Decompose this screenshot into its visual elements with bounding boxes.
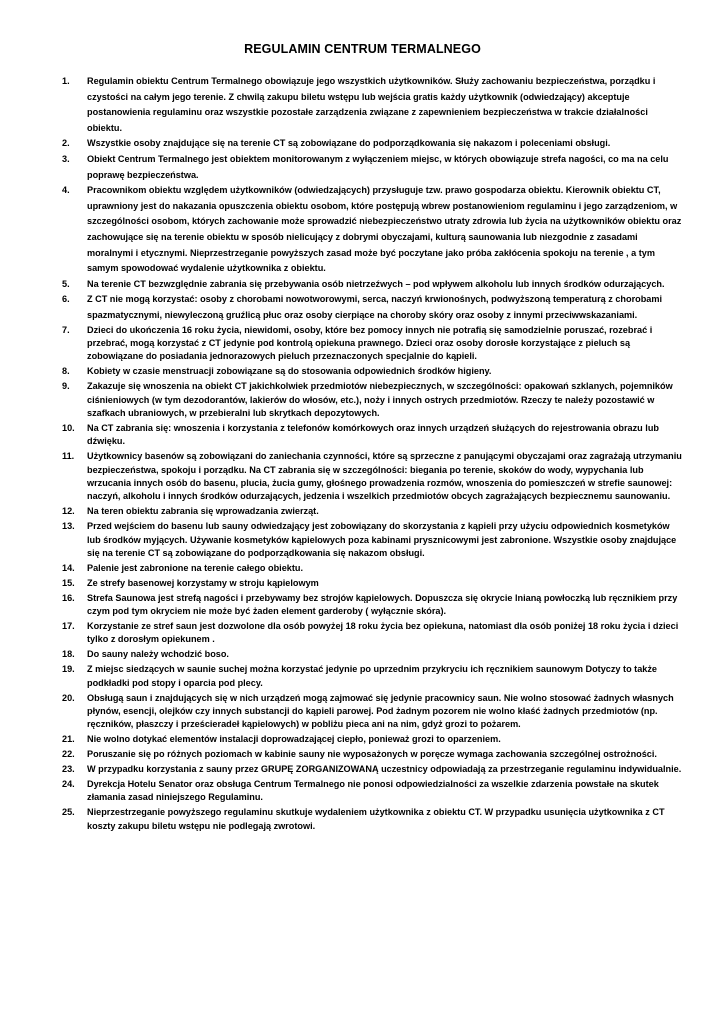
rule-text: Kobiety w czasie menstruacji zobowiązane są do stosowania odpowiednich środków higieny. [87,366,492,377]
rule-number: 7. [62,324,70,335]
rule-number: 4. [62,185,70,196]
rule-item [62,520,682,560]
rule-text: Palenie jest zabronione na terenie całego obiektu. [87,562,304,573]
rule-item [62,663,682,690]
rule-text: Z CT nie mogą korzystać: osoby z chorobami nowotworowymi, serca, naczyń krwionośnych, podwyższoną temperaturą z chorobami spazmatycznymi, niewyleczoną gruźlicą płuc oraz osoby cierpiące na choroby skóry oraz osoby z innymi przeciwwskazaniami. [87,294,662,320]
rule-number: 1. [62,76,70,86]
rule-item [62,592,682,619]
rules-list [62,74,682,833]
rule-number: 23. [62,764,75,775]
rule-text: Poruszanie się po różnych poziomach w kabinie sauny nie wyposażonych w poręcze wymaga zachowania szczególnej ostrożności. [87,749,657,760]
rule-text: Przed wejściem do basenu lub sauny odwiedzający jest zobowiązany do skorzystania z kąpieli przy użyciu odpowiednich kosmetyków lub środków myjących. Używanie kosmetyków kąpielowych poza kabinami prysznicowymi jest zabronione. Wszystkie osoby znajdujące się na terenie CT są zobowiązane do podporządkowania się nakazom obsługi. [87,521,677,558]
rule-text: Do sauny należy wchodzić boso. [87,649,229,660]
rule-number: 14. [62,562,75,573]
rule-text: Dyrekcja Hotelu Senator oraz obsługa Centrum Termalnego nie ponosi odpowiedzialności za wszelkie zdarzenia powstałe na skutek złamania zasad niniejszego Regulaminu. [87,779,659,803]
rule-text: Obsługą saun i znajdujących się w nich urządzeń mogą zajmować się jedynie pracownicy saun. Nie wolno stosować żadnych własnych płynów, esencji, olejków czy innych substancji do kąpieli parowej. Pod żadnym pozorem nie wolno kłaść żadnych przedmiotów (np. ręczników, płaszczy i prześcieradeł kąpielowych) w pobliżu pieca ani na nim, gdyż grozi to pożarem. [87,692,674,730]
rule-text: Zakazuje się wnoszenia na obiekt CT jakichkolwiek przedmiotów niebezpiecznych, w szczególności: opakowań szklanych, pojemników ciśnieniowych (w tym dezodorantów, lakierów do włosów, etc.), noży i innych ostrych przedmiotów. Rzeczy te należy pozostawić w szafkach ubraniowych, w przebieralni lub skrytkach depozytowych. [87,381,673,418]
rule-text: Regulamin obiektu Centrum Termalnego obowiązuje jego wszystkich użytkowników. Służy zachowaniu bezpieczeństwa, porządku i czystości na całym jego terenie. Z chwilą zakupu biletu wstępu lub wejścia gratis każdy użytkownik (odwiedzający) akceptuje postanowienia regulaminu oraz wszystkie pozostałe zarządzenia związane z zapewnieniem bezpieczeństwa w trakcie działalności obiektu. [87,76,656,133]
rule-item [62,380,682,420]
rule-number: 5. [62,278,70,289]
rule-item [62,183,682,277]
rule-item [62,620,682,647]
rule-text: Obiekt Centrum Termalnego jest obiektem monitorowanym z wyłączeniem miejsc, w których obowiązuje strefa nagości, co ma na celu poprawę bezpieczeństwa. [87,153,669,180]
rule-number: 2. [62,138,70,149]
rule-item [62,763,682,776]
rule-number: 18. [62,649,75,660]
rule-item [62,806,682,833]
rule-text: Na teren obiektu zabrania się wprowadzania zwierząt. [87,506,319,517]
rule-text: Strefa Saunowa jest strefą nagości i przebywamy bez strojów kąpielowych. Dopuszcza się okrycie lnianą powłoczką lub ręcznikiem przy czym pod tym okryciem nie może być żaden element garderoby ( wyłącznie skóra). [87,592,678,617]
rule-item [62,422,682,449]
rule-number: 16. [62,592,75,603]
rule-item [62,74,682,136]
rule-number: 24. [62,779,75,789]
rule-number: 13. [62,521,75,532]
rule-item [62,324,682,364]
rule-text: Użytkownicy basenów są zobowiązani do zaniechania czynności, które są sprzeczne z panującymi obyczajami oraz zagrażają utrzymaniu bezpieczeństwa, spokoju i porządku. Na CT zabrania się w szczególności: biegania po terenie, skoków do wody, wypychania lub wrzucania innych osób do basenu, plucia, żucia gumy, głośnego prowadzenia rozmów, wnoszenia do pomieszczeń w strefie saunowej: naczyń, alkoholu i innych środków odurzających, jedzenia i wszelkich przedmiotów obcych zagrażających bezpiecznemu saunowaniu. [87,451,682,502]
rule-number: 20. [62,692,75,703]
document-title: REGULAMIN CENTRUM TERMALNEGO [244,42,481,56]
rule-item [62,450,682,504]
rule-item [62,562,682,575]
rule-text: Dzieci do ukończenia 16 roku życia, niewidomi, osoby, które bez pomocy innych nie potrafią się samodzielnie poruszać, rozebrać i przebrać, mogą korzystać z CT jedynie pod kontrolą opiekuna prawnego. Dzieci oraz osoby dorosłe korzystające z pieluch są zobowiązane do posiadania jednorazowych pieluch przeznaczonych specjalnie do kąpieli. [87,324,653,362]
rule-item [62,692,682,732]
rule-number: 10. [62,422,75,433]
rule-item [62,778,682,805]
rule-item [62,136,682,152]
rule-number: 12. [62,506,75,517]
rule-number: 8. [62,366,70,377]
rule-item [62,277,682,293]
rule-item [62,648,682,661]
rule-text: Wszystkie osoby znajdujące się na terenie CT są zobowiązane do podporządkowania się nakazom i poleceniami obsługi. [87,138,611,149]
rule-number: 17. [62,621,75,632]
rule-item [62,748,682,761]
rule-text: Z miejsc siedzących w saunie suchej można korzystać jedynie po uprzednim przykryciu ich ręcznikiem saunowym Dotyczy to także podkładki pod stopy i oparcia pod plecy. [87,664,658,688]
rule-number: 25. [62,807,75,818]
rule-item [62,292,682,323]
rule-item [62,733,682,746]
rule-text: Na terenie CT bezwzględnie zabrania się przebywania osób nietrzeźwych – pod wpływem alkoholu lub innych środków odurzających. [87,278,665,289]
rule-item [62,577,682,590]
rule-number: 21. [62,734,75,745]
rule-text: Nieprzestrzeganie powyższego regulaminu skutkuje wydaleniem użytkownika z obiektu CT. W przypadku usunięcia użytkownika z CT koszty zakupu biletu wstępu nie podlegają zwrotowi. [87,807,665,831]
rule-text: Nie wolno dotykać elementów instalacji doprowadzającej ciepło, ponieważ grozi to oparzeniem. [87,734,501,745]
rule-text: Korzystanie ze stref saun jest dozwolone dla osób powyżej 18 roku życia bez opiekuna, natomiast dla osób poniżej 18 roku życia i dzieci tylko z dorosłym opiekunem . [87,621,679,645]
rule-number: 19. [62,664,75,675]
rule-text: Na CT zabrania się: wnoszenia i korzystania z telefonów komórkowych oraz innych urządzeń służących do rejestrowania obrazu lub dźwięku. [87,422,659,447]
rule-item [62,365,682,378]
rule-item [62,152,682,183]
rule-text: Pracownikom obiektu względem użytkowników (odwiedzających) przysługuje tzw. prawo gospodarza obiektu. Kierownik obiektu CT, uprawniony jest do nakazania opuszczenia obiektu osobom, które postępują wbrew postanowieniom regulaminu i jego zarządzeniom, w szczególności osobom, których zachowanie może sprowadzić niebezpieczeństwo utraty zdrowia lub życia na użytkowników obiektu oraz zachowujące się na terenie obiektu w sposób nielicujący z dobrymi obyczajami, kulturą saunowania lub niezgodnie z zasadami moralnymi i etycznymi. Nieprzestrzeganie powyższych zasad może być poczytane jako próba zakłócenia spokoju na terenie , a tym samym spowodować wydalenie użytkownika z obiektu. [87,185,682,274]
rule-number: 11. [62,451,75,462]
rule-number: 22. [62,749,75,760]
rule-number: 15. [62,577,75,588]
rule-item [62,505,682,518]
rule-text: W przypadku korzystania z sauny przez GRUPĘ ZORGANIZOWANĄ uczestnicy odpowiadają za przestrzeganie regulaminu indywidualnie. [87,764,682,775]
rule-number: 3. [62,153,70,164]
rule-number: 9. [62,381,70,392]
rule-text: Ze strefy basenowej korzystamy w stroju kąpielowym [87,577,319,588]
rule-number: 6. [62,294,70,305]
